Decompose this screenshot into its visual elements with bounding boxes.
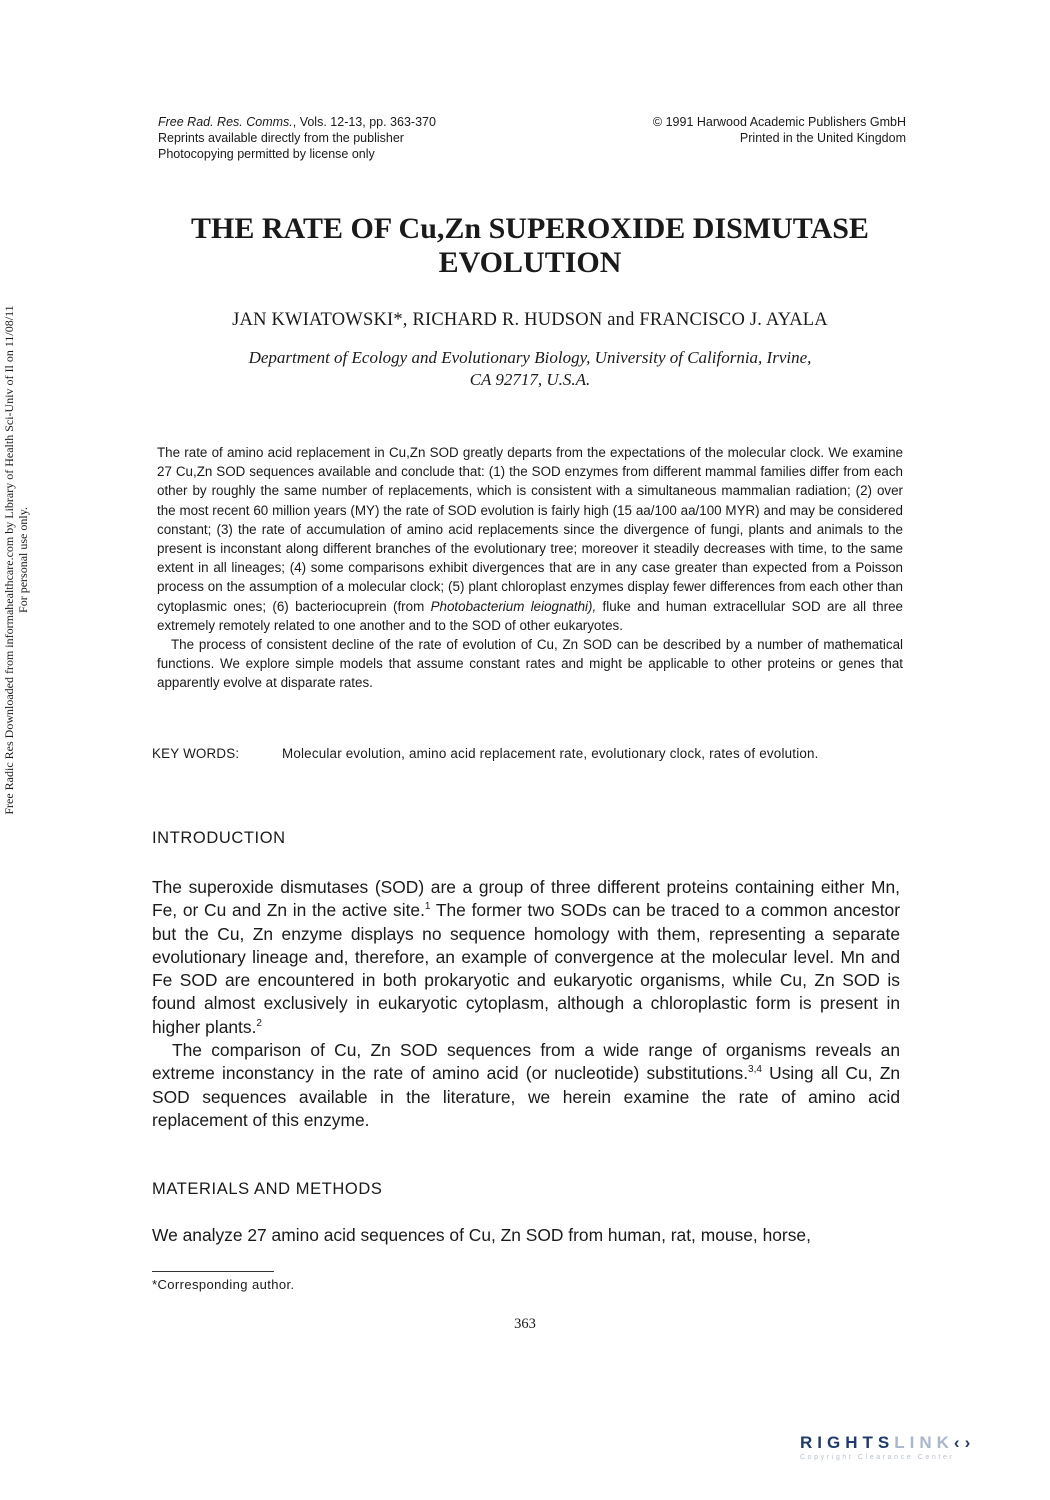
paper-title-line2: EVOLUTION <box>438 246 622 279</box>
rightslink-tagline: Copyright Clearance Center <box>800 1454 955 1461</box>
photocopying-note: Photocopying permitted by license only <box>158 147 375 161</box>
intro-p2-b: Using all Cu, Zn SOD sequences available in the literature, we herein examine the rate of amino acid replacement of this enzyme. <box>152 1063 900 1130</box>
abstract-paragraph-1 <box>157 443 903 635</box>
abstract-paragraph-2: The process of consistent decline of the rate of evolution of Cu, Zn SOD can be described by a number of mathematical functions. We explore simple models that assume constant rates and might be applicable to other proteins or genes that apparently evolve at disparate rates. <box>157 637 903 691</box>
methods-heading: MATERIALS AND METHODS <box>152 1180 383 1198</box>
introduction-paragraph-2 <box>152 1039 900 1132</box>
intro-p1-b: The former two SODs can be traced to a common ancestor but the Cu, Zn enzyme displays no sequence homology with them, representing a separate evolutionary lineage and, therefore, an example of convergence at the molecular level. Mn and Fe SOD are encountered in both prokaryotic and eukaryotic organisms, while Cu, Zn SOD is found almost exclusively in eukaryotic cytoplasm, although a chloroplastic form is present in higher plants. <box>152 900 901 1037</box>
affiliation-line2: CA 92717, U.S.A. <box>469 370 591 389</box>
reprints-note: Reprints available directly from the publisher <box>158 131 404 145</box>
keywords-label: KEY WORDS: <box>152 746 240 761</box>
rightslink-link: LINK <box>894 1433 954 1452</box>
introduction-body <box>152 876 900 1132</box>
rightslink-arrow-icon: ‹› <box>953 1433 976 1452</box>
methods-paragraph-1: We analyze 27 amino acid sequences of Cu, Zn SOD from human, rat, mouse, horse, <box>152 1225 811 1245</box>
running-header-left <box>158 114 436 162</box>
paper-title <box>150 212 910 280</box>
page-number: 363 <box>514 1316 536 1332</box>
affiliation-line1: Department of Ecology and Evolutionary Biology, University of California, Irvine, <box>248 348 812 367</box>
printed-line: Printed in the United Kingdom <box>739 131 906 145</box>
methods-body <box>152 1224 900 1247</box>
introduction-heading: INTRODUCTION <box>152 829 286 847</box>
journal-name: Free Rad. Res. Comms. <box>158 115 293 129</box>
keywords-text: Molecular evolution, amino acid replacement rate, evolutionary clock, rates of evolution. <box>282 746 819 761</box>
journal-citation <box>158 114 436 130</box>
paper-title-line1: THE RATE OF Cu,Zn SUPEROXIDE DISMUTASE <box>191 212 869 245</box>
abstract <box>157 443 903 693</box>
running-header-right <box>653 114 906 146</box>
download-watermark <box>2 0 30 1310</box>
download-watermark-line2: For personal use only. <box>16 507 30 613</box>
journal-volumes: , Vols. 12-13, pp. 363-370 <box>292 115 436 129</box>
intro-p1-a: The superoxide dismutases (SOD) are a group of three different proteins containing either Mn, Fe, or Cu and Zn in the active site. <box>152 877 900 921</box>
copyright-line: © 1991 Harwood Academic Publishers GmbH <box>652 115 906 129</box>
abstract-p1-end: fluke and human extracellular SOD are all three extremely remotely related to one another and to the SOD of other eukaryotes. <box>157 598 903 633</box>
footnote-divider <box>152 1271 274 1272</box>
citation-ref-1: 1 <box>424 901 431 913</box>
rightslink-logo[interactable] <box>800 1433 1040 1473</box>
abstract-species-name: Photobacterium leiognathi), <box>430 598 597 614</box>
citation-ref-2: 2 <box>256 1017 262 1029</box>
citation-ref-3-4: 3,4 <box>748 1064 762 1076</box>
affiliation <box>150 347 910 391</box>
rightslink-rights: RIGHTS <box>800 1433 895 1452</box>
footnote: *Corresponding author. <box>152 1277 295 1292</box>
abstract-p1-start: The rate of amino acid replacement in Cu,Zn SOD greatly departs from the expectations of the molecular clock. We examine 27 Cu,Zn SOD sequences available and conclude that: (1) the SOD enzymes from different mammal families differ from each other by roughly the same number of replacements, which is consistent with a simultaneous mammalian radiation; (2) over the most recent 60 million years (MY) the rate of SOD evolution is fairly high (15 aa/100 aa/100 MYR) and may be considered constant; (3) the rate of accumulation of amino acid replacements since the divergence of fungi, plants and animals to the present is inconstant along different branches of the evolutionary tree; moreover it steadily decreases with time, to the same extent in all lineages; (4) some comparisons exhibit divergences that are in any case greater than expected from a Poisson process on the assumption of a molecular clock; (5) plant chloroplast enzymes display fewer differences from each other than cytoplasmic ones; (6) bacteriocuprein (from <box>157 445 903 614</box>
introduction-paragraph-1 <box>152 876 900 1039</box>
author-list: JAN KWIATOWSKI*, RICHARD R. HUDSON and FRANCISCO J. AYALA <box>232 310 828 330</box>
download-watermark-line1: Free Radic Res Downloaded from informahealthcare.com by Library of Health Sci-Univ of Il on 11/08/11 <box>2 305 16 815</box>
intro-p2-a: The comparison of Cu, Zn SOD sequences from a wide range of organisms reveals an extreme inconstancy in the rate of amino acid (or nucleotide) substitutions. <box>152 1040 900 1084</box>
rightslink-wordmark <box>800 1433 1040 1453</box>
